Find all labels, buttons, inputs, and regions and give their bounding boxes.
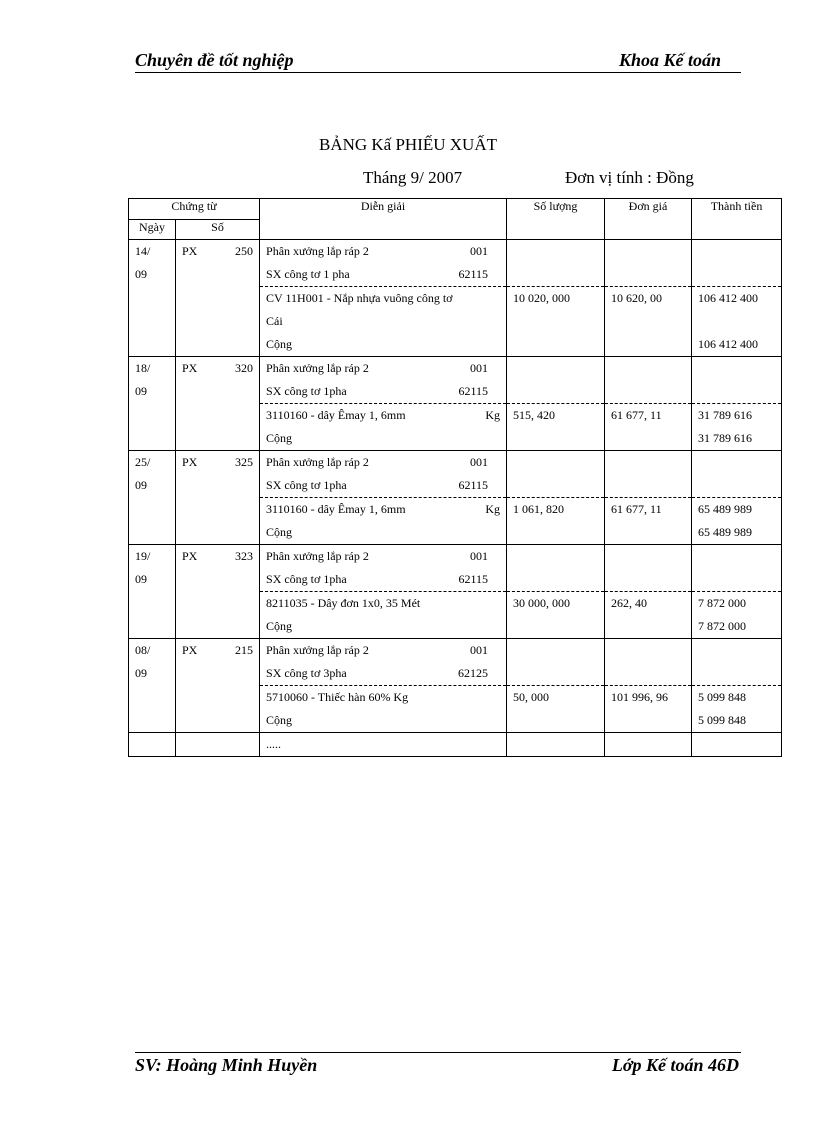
date-month: 09	[135, 384, 147, 398]
quantity: 10 020, 000	[513, 291, 571, 305]
col-thanhtien: Thành tiền	[692, 199, 782, 240]
unit-price: 10 620, 00	[611, 291, 663, 305]
total-label: Cộng	[266, 337, 293, 351]
item-line: 3110160 - dây Êmay 1, 6mm Kg	[266, 502, 501, 516]
cell-so	[176, 545, 260, 639]
total-label: Cộng	[266, 431, 293, 445]
document-title: BẢNG Kấ PHIẾU XUẤT	[318, 135, 497, 154]
total-amount: 65 489 989	[698, 525, 753, 539]
doc-number: 250	[235, 244, 254, 258]
doc-number: 320	[235, 361, 254, 375]
date-day: 14/	[135, 244, 151, 258]
col-ngay: Ngày	[129, 220, 176, 240]
unit-label: Đơn vị tính : Đồng	[565, 168, 694, 187]
item-line: 5710060 - Thiếc hàn 60% Kg	[266, 690, 409, 704]
workshop-line: Phân xưởng lắp ráp 2 001	[266, 455, 489, 469]
col-diengiai: Diễn giải	[260, 199, 507, 240]
doc-type: PX	[182, 643, 198, 657]
cell-ngay	[129, 451, 176, 545]
unit-price: 61 677, 11	[611, 502, 662, 516]
cell-dongia	[605, 240, 692, 357]
product-line: SX công tơ 1 pha 62115	[266, 267, 489, 281]
date-day: 25/	[135, 455, 151, 469]
footer-right: Lớp Kế toán 46D	[611, 1055, 739, 1075]
cell-diengiai	[260, 240, 507, 357]
cell-soluong	[507, 357, 605, 451]
col-dongia: Đơn giá	[605, 199, 692, 240]
cell-soluong	[507, 451, 605, 545]
total-amount: 31 789 616	[698, 431, 753, 445]
unit-price: 101 996, 96	[611, 690, 669, 704]
date-month: 09	[135, 572, 147, 586]
cell-diengiai	[260, 545, 507, 639]
amount: 65 489 989	[698, 502, 753, 516]
total-label: Cộng	[266, 525, 293, 539]
date-month: 09	[135, 267, 147, 281]
amount: 31 789 616	[698, 408, 753, 422]
workshop-line: Phân xưởng lắp ráp 2 001	[266, 361, 489, 375]
table-row	[129, 357, 782, 451]
cell-so	[176, 451, 260, 545]
page-header	[135, 48, 741, 73]
cell-soluong	[507, 240, 605, 357]
product-line: SX công tơ 1pha 62115	[266, 478, 489, 492]
cell-ngay	[129, 357, 176, 451]
cell-diengiai	[260, 357, 507, 451]
cell-thanhtien	[692, 545, 782, 639]
cell-diengiai	[260, 639, 507, 733]
product-line: SX công tơ 1pha 62115	[266, 572, 489, 586]
col-chungtu: Chứng từ	[129, 199, 260, 220]
cell-ngay	[129, 240, 176, 357]
amount: 7 872 000	[698, 596, 747, 610]
ellipsis: .....	[266, 737, 282, 751]
date-month: 09	[135, 666, 147, 680]
date-month: 09	[135, 478, 147, 492]
table-row	[129, 240, 782, 357]
cell-so	[176, 639, 260, 733]
cell-so	[176, 240, 260, 357]
footer-left: SV: Hoàng Minh Huyền	[135, 1055, 318, 1075]
product-line: SX công tơ 1pha 62115	[266, 384, 489, 398]
amount: 106 412 400	[698, 291, 759, 305]
total-amount: 5 099 848	[698, 713, 747, 727]
cell-so	[176, 357, 260, 451]
table-row	[129, 545, 782, 639]
quantity: 30 000, 000	[513, 596, 571, 610]
doc-type: PX	[182, 549, 198, 563]
month-label: Tháng 9/ 2007	[363, 168, 463, 187]
issue-slip-table	[128, 198, 782, 757]
table-row-ellipsis	[129, 733, 782, 757]
quantity: 515, 420	[513, 408, 556, 422]
table-row	[129, 451, 782, 545]
doc-type: PX	[182, 361, 198, 375]
doc-type: PX	[182, 244, 198, 258]
cell-thanhtien	[692, 357, 782, 451]
item-line: 8211035 - Dây đơn 1x0, 35 Mét	[266, 596, 421, 610]
date-day: 08/	[135, 643, 151, 657]
cell-dongia	[605, 357, 692, 451]
amount: 5 099 848	[698, 690, 747, 704]
cell-soluong	[507, 545, 605, 639]
doc-number: 215	[235, 643, 254, 657]
date-day: 18/	[135, 361, 151, 375]
cell-ngay	[129, 545, 176, 639]
cell-thanhtien	[692, 639, 782, 733]
total-label: Cộng	[266, 713, 293, 727]
total-amount: 106 412 400	[698, 337, 759, 351]
cell-thanhtien	[692, 240, 782, 357]
workshop-line: Phân xưởng lắp ráp 2 001	[266, 244, 489, 258]
total-amount: 7 872 000	[698, 619, 747, 633]
unit-price: 262, 40	[611, 596, 648, 610]
item-line: 3110160 - dây Êmay 1, 6mm Kg	[266, 408, 501, 422]
quantity: 1 061, 820	[513, 502, 565, 516]
workshop-line: Phân xưởng lắp ráp 2 001	[266, 643, 489, 657]
cell-dongia	[605, 545, 692, 639]
header-left: Chuyên đề tốt nghiệp	[135, 50, 294, 70]
header-right: Khoa Kế toán	[618, 50, 721, 70]
product-line: SX công tơ 3pha 62125	[266, 666, 489, 680]
cell-ngay	[129, 639, 176, 733]
date-day: 19/	[135, 549, 151, 563]
col-soluong: Số lượng	[507, 199, 605, 240]
doc-number: 325	[235, 455, 254, 469]
doc-number: 323	[235, 549, 254, 563]
cell-dongia	[605, 639, 692, 733]
unit-price: 61 677, 11	[611, 408, 662, 422]
doc-type: PX	[182, 455, 198, 469]
total-label: Cộng	[266, 619, 293, 633]
col-so: Số	[176, 220, 260, 240]
quantity: 50, 000	[513, 690, 550, 704]
item-unit-line: Cái	[266, 314, 283, 328]
cell-soluong	[507, 639, 605, 733]
item-line: CV 11H001 - Nắp nhựa vuông công tơ	[266, 291, 453, 305]
cell-dongia	[605, 451, 692, 545]
page-footer	[135, 1052, 741, 1079]
cell-thanhtien	[692, 451, 782, 545]
table-row	[129, 639, 782, 733]
cell-diengiai	[260, 451, 507, 545]
workshop-line: Phân xưởng lắp ráp 2 001	[266, 549, 489, 563]
